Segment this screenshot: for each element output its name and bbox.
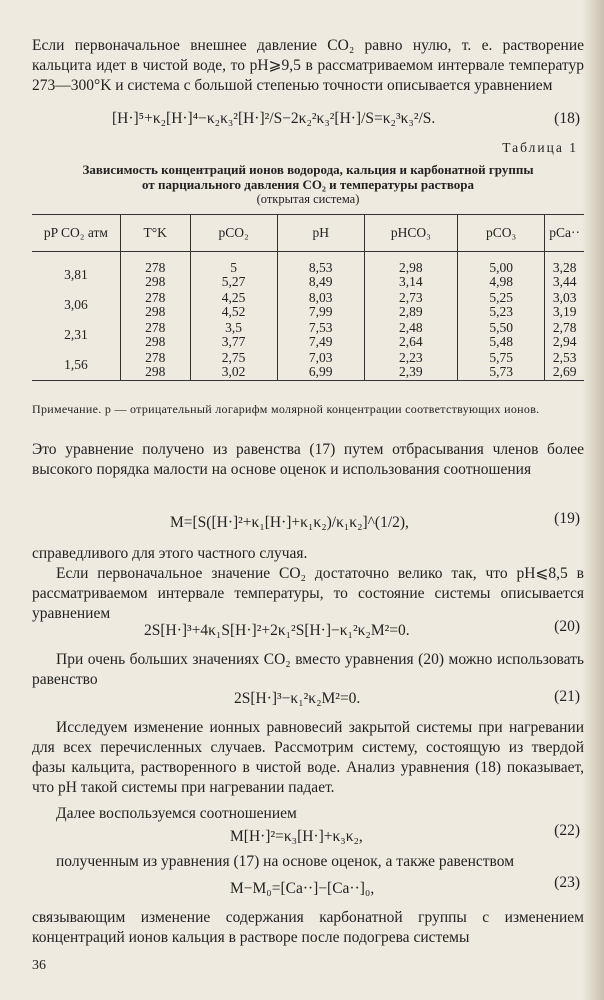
cell-temperature: 278 298 <box>120 320 190 350</box>
paragraph-4: Если первоначальное значение CO₂ достаточно велико так, что pH⩽8,5 в рассматриваемом интервале температуры, то состояние системы описывается уравнением <box>32 565 584 622</box>
equation-20: 2S[H·]³+4κ₁S[H·]²+2κ₁²S[H·]−κ₁²κ₂M²=0. <box>144 622 410 639</box>
table-row <box>32 320 584 350</box>
cell-pco3: 5,00 4,98 <box>458 260 545 290</box>
equation-23-number: (23) <box>554 874 580 891</box>
cell-pca: 2,78 2,94 <box>545 320 584 350</box>
cell-pco2: 5 5,27 <box>190 260 277 290</box>
equation-21-number: (21) <box>554 688 580 705</box>
paragraph-7: Далее воспользуемся соотношением <box>56 805 297 822</box>
cell-pca: 2,53 2,69 <box>545 350 584 381</box>
equation-23: M−M₀=[Ca··]−[Ca··]₀, <box>230 880 375 897</box>
table-row <box>32 260 584 290</box>
cell-pco2: 2,75 3,02 <box>190 350 277 381</box>
table-subtitle: (открытая система) <box>256 192 360 206</box>
cell-pressure: 3,81 <box>64 267 88 282</box>
table-header-row <box>32 215 584 252</box>
cell-temperature: 278 298 <box>120 290 190 320</box>
equation-20-number: (20) <box>554 618 580 635</box>
header-ph: pH <box>277 215 364 252</box>
table-row <box>32 290 584 320</box>
header-pca: pCa·· <box>545 215 584 252</box>
header-partial-pressure: pP CO₂ атм <box>32 215 120 252</box>
cell-ph: 8,53 8,49 <box>277 260 364 290</box>
cell-ph: 7,53 7,49 <box>277 320 364 350</box>
equation-22: M[H·]²=κ₃[H·]+κ₃κ₂, <box>230 828 363 845</box>
cell-pco2: 3,5 3,77 <box>190 320 277 350</box>
cell-pco3: 5,75 5,73 <box>458 350 545 381</box>
paragraph-3: справедливого для этого частного случая. <box>32 545 308 562</box>
cell-pca: 3,03 3,19 <box>545 290 584 320</box>
equation-19: M=[S([H·]²+κ₁[H·]+κ₁κ₂)/κ₁κ₂]^(1/2), <box>170 514 409 531</box>
page-number: 36 <box>32 958 46 973</box>
cell-pco2: 4,25 4,52 <box>190 290 277 320</box>
cell-temperature: 278 298 <box>120 350 190 381</box>
paragraph-9: связывающим изменение содержания карбонатной группы с изменением концентраций ионов кальция в растворе после подогрева системы <box>32 909 584 946</box>
cell-pco3: 5,25 5,23 <box>458 290 545 320</box>
paragraph-1: Если первоначальное внешнее давление CO₂ равно нулю, т. е. растворение кальцита идет в чистой воде, то pH⩾9,5 в рассматриваемом интервале температур 273—300°K и система с большой степенью точности описывается уравнением <box>32 37 584 94</box>
table-note: Примечание. p — отрицательный логарифм молярной концентрации соответствующих ионов. <box>32 402 540 416</box>
header-pco2: pCO₂ <box>190 215 277 252</box>
paragraph-2: Это уравнение получено из равенства (17) путем отбрасывания членов более высокого порядка малости на основе оценок и использования соотношения <box>32 441 584 478</box>
equation-19-number: (19) <box>554 510 580 527</box>
paragraph-5: При очень больших значениях CO₂ вместо уравнения (20) можно использовать равенство <box>32 651 584 688</box>
cell-pressure: 2,31 <box>64 327 88 342</box>
table-row <box>32 350 584 381</box>
table-label: Таблица 1 <box>502 140 578 155</box>
cell-phco3: 2,48 2,64 <box>364 320 457 350</box>
header-temperature: T°K <box>120 215 190 252</box>
paragraph-6: Исследуем изменение ионных равновесий закрытой системы при нагревании для всех перечисленных случаев. Рассмотрим систему, состоящую из твердой фазы кальцита, растворенного в чистой воде. Анализ уравнения (18) показывает, что pH такой системы при нагревании падает. <box>32 719 584 796</box>
cell-pca: 3,28 3,44 <box>545 260 584 290</box>
cell-phco3: 2,98 3,14 <box>364 260 457 290</box>
data-table <box>32 214 584 381</box>
cell-temperature: 278 298 <box>120 260 190 290</box>
table-title-line-2: от парциального давления CO₂ и температуры раствора <box>142 177 474 192</box>
cell-ph: 7,03 6,99 <box>277 350 364 381</box>
equation-18-number: (18) <box>554 110 580 127</box>
equation-18: [H·]⁵+κ₂[H·]⁴−κ₂κ₃²[H·]²/S−2κ₂²κ₃²[H·]/S=κ₂³κ₃²/S. <box>112 110 436 127</box>
paragraph-8: полученным из уравнения (17) на основе оценок, а также равенством <box>56 853 515 870</box>
equation-21: 2S[H·]³−κ₁²κ₂M²=0. <box>234 690 361 707</box>
book-spine-shadow <box>582 0 604 1000</box>
cell-pressure: 1,56 <box>32 350 120 381</box>
equation-22-number: (22) <box>554 822 580 839</box>
header-phco3: pHCO₃ <box>364 215 457 252</box>
cell-pressure: 3,06 <box>64 297 88 312</box>
cell-phco3: 2,23 2,39 <box>364 350 457 381</box>
table-title-line-1: Зависимость концентраций ионов водорода, кальция и карбонатной группы <box>82 162 534 177</box>
cell-ph: 8,03 7,99 <box>277 290 364 320</box>
cell-pco3: 5,50 5,48 <box>458 320 545 350</box>
cell-phco3: 2,73 2,89 <box>364 290 457 320</box>
header-pco3: pCO₃ <box>458 215 545 252</box>
